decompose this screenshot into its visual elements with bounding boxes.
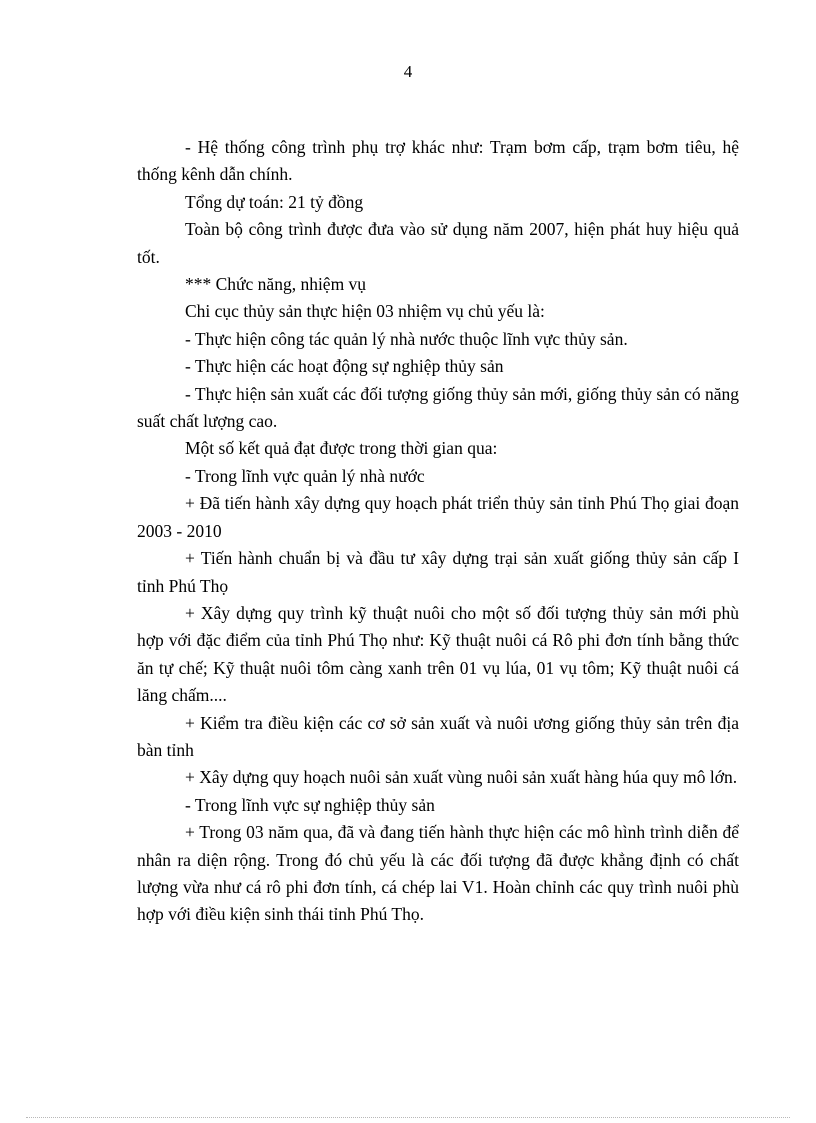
list-item-zoning: + Xây dựng quy hoạch nuôi sản xuất vùng nuôi sản xuất hàng húa quy mô lớn. — [185, 767, 738, 788]
list-item-service-field: - Trong lĩnh vực sự nghiệp thủy sản — [185, 794, 435, 815]
list-item-demonstration-models: + Trong 03 năm qua, đã và đang tiến hành thực hiện các mô hình trình diễn để nhân ra diện rộng. Trong đó chủ yếu là các đối tượng đã được khẳng định có chất lượng vừa như cá rô phi đơn tính, cá chép lai V1. Hoàn chỉnh các quy trình nuôi phù hợp với điều kiện sinh thái tỉnh Phú Thọ. — [137, 822, 739, 925]
paragraph-support-works: - Hệ thống công trình phụ trợ khác như: Trạm bơm cấp, trạm bơm tiêu, hệ thống kênh dẫn chính. — [137, 137, 739, 185]
list-item-inspection: + Kiểm tra điều kiện các cơ sở sản xuất và nuôi ương giống thủy sản trên địa bàn tỉnh — [137, 712, 739, 760]
paragraph-tasks-intro: Chi cục thủy sản thực hiện 03 nhiệm vụ chủ yếu là: — [185, 301, 545, 322]
list-item-task-management: - Thực hiện công tác quản lý nhà nước thuộc lĩnh vực thủy sản. — [185, 328, 628, 349]
list-item-task-production: - Thực hiện sản xuất các đối tượng giống thủy sản mới, giống thủy sản có năng suất chất lượng cao. — [137, 383, 739, 432]
paragraph-results-intro: Một số kết quả đạt được trong thời gian qua: — [185, 438, 498, 459]
list-item-hatchery: + Tiến hành chuẩn bị và đầu tư xây dựng trại sản xuất giống thủy sản cấp I tỉnh Phú Thọ — [137, 548, 739, 596]
list-item-management-field: - Trong lĩnh vực quản lý nhà nước — [185, 465, 425, 486]
list-item-task-service: - Thực hiện các hoạt động sự nghiệp thủy sản — [185, 356, 504, 377]
page-bottom-rule — [26, 1117, 790, 1118]
paragraph-commissioning: Toàn bộ công trình được đưa vào sử dụng năm 2007, hiện phát huy hiệu quả tốt. — [137, 219, 739, 267]
document-body — [137, 134, 739, 929]
list-item-planning: + Đã tiến hành xây dựng quy hoạch phát triển thủy sản tỉnh Phú Thọ giai đoạn 2003 - 2010 — [137, 493, 739, 541]
section-heading-functions: *** Chức năng, nhiệm vụ — [185, 274, 367, 295]
paragraph-total-estimate: Tổng dự toán: 21 tỷ đồng — [185, 191, 364, 212]
page-number: 4 — [403, 62, 413, 81]
list-item-techniques: + Xây dựng quy trình kỹ thuật nuôi cho một số đối tượng thủy sản mới phù hợp với đặc điểm của tỉnh Phú Thọ như: Kỹ thuật nuôi cá Rô phi đơn tính bằng thức ăn tự chế; Kỹ thuật nuôi tôm càng xanh trên 01 vụ lúa, 01 vụ tôm; Kỹ thuật nuôi cá lăng chấm.... — [137, 602, 739, 706]
